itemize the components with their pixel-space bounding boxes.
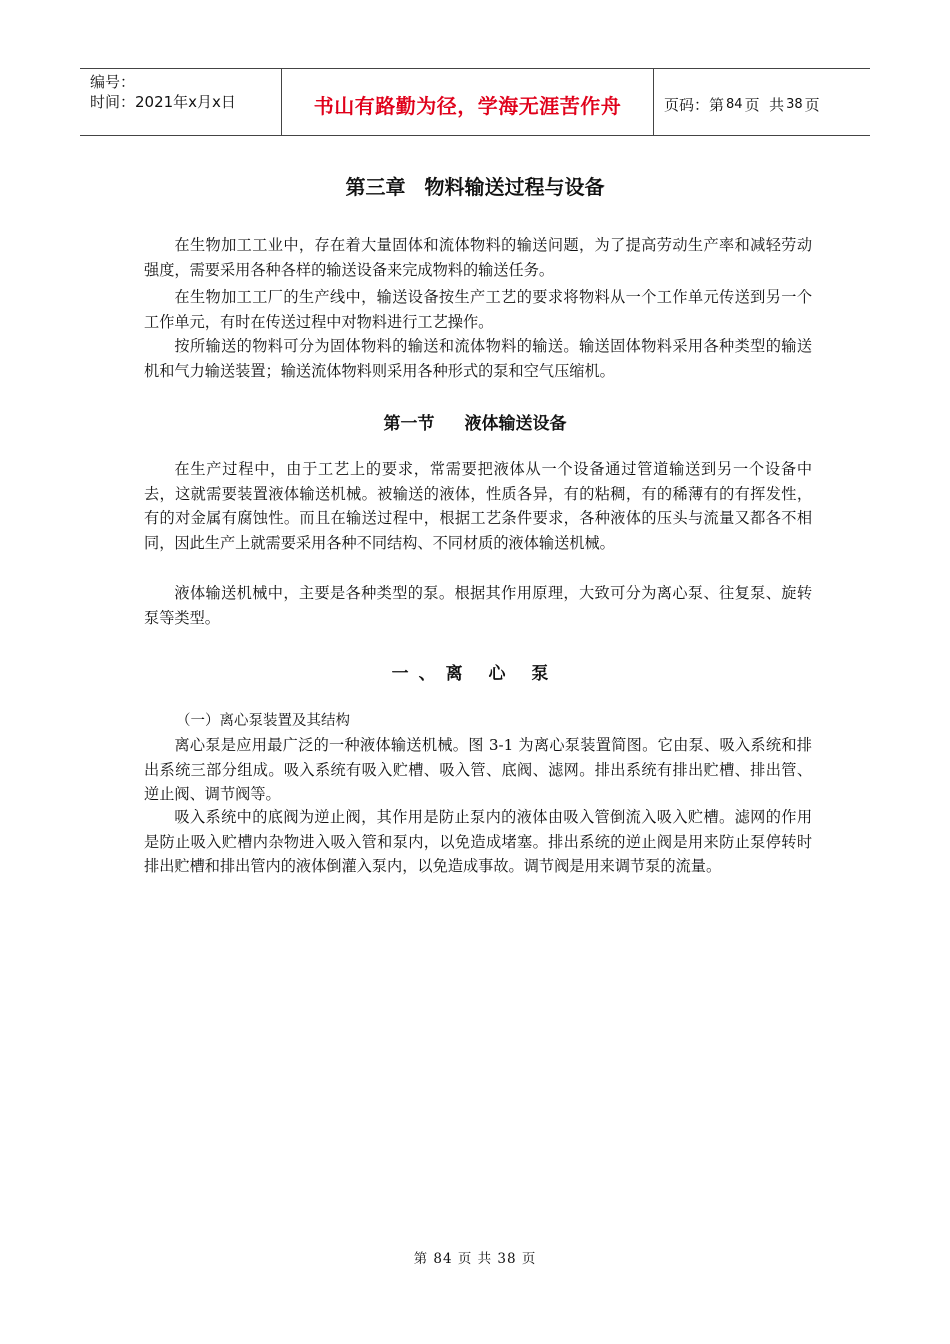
- pump-paragraph-1: 离心泵是应用最广泛的一种液体输送机械。图 3-1 为离心泵装置简图。它由泵、吸入系统和排出系统三部分组成。吸入系统有吸入贮槽、吸入管、底阀、滤网。排出系统有排出贮槽、排出管、逆止阀、调节阀等。: [144, 736, 812, 803]
- page-total: 38: [786, 96, 803, 112]
- page-footer: 第 84 页 共 38 页: [413, 1251, 537, 1267]
- code-label: 编号：: [90, 73, 136, 91]
- section-paragraph-1: 在生产过程中，由于工艺上的要求，常需要把液体从一个设备通过管道输送到另一个设备中去，这就需要装置液体输送机械。被输送的液体，性质各异，有的粘稠，有的稀薄有的有挥发性，有的对金属有腐蚀性。而且在输送过程中，根据工艺条件要求，各种液体的压头与流量又都各不相同，因此生产上就需要采用各种不同结构、不同材质的液体输送机械。: [144, 460, 812, 552]
- page-header: [80, 68, 870, 136]
- chapter-title: 物料输送过程与设备: [424, 175, 605, 199]
- section-paragraph-2: 液体输送机械中，主要是各种类型的泵。根据其作用原理，大致可分为离心泵、往复泵、旋转泵等类型。: [144, 584, 812, 627]
- intro-paragraph-2: 在生物加工工厂的生产线中，输送设备按生产工艺的要求将物料从一个工作单元传送到另一个工作单元，有时在传送过程中对物料进行工艺操作。: [144, 288, 812, 331]
- page-mid: 页 共: [744, 95, 785, 114]
- subsubsection-heading: （一）离心泵装置及其结构: [176, 713, 350, 729]
- header-motto: 书山有路勤为径，学海无涯苦作舟: [282, 69, 654, 135]
- time-label: 时间：2021年x月x日: [90, 93, 236, 111]
- page-suffix: 页: [804, 95, 820, 114]
- page-prefix: 页码：第: [664, 95, 725, 114]
- section-number: 第一节: [383, 414, 435, 434]
- pump-paragraph-2: 吸入系统中的底阀为逆止阀，其作用是防止泵内的液体由吸入管倒流入吸入贮槽。滤网的作用是防止吸入贮槽内杂物进入吸入管和泵内，以免造成堵塞。排出系统的逆止阀是用来防止泵停转时排出贮槽和排出管内的液体倒灌入泵内，以免造成事故。调节阀是用来调节泵的流量。: [144, 808, 812, 875]
- header-page-info: [654, 69, 870, 135]
- page-number: 84: [726, 96, 743, 112]
- section-heading: [0, 409, 950, 434]
- chapter-number: 第三章: [345, 175, 406, 199]
- chapter-heading: [0, 171, 950, 200]
- header-meta: [80, 69, 282, 135]
- intro-paragraph-1: 在生物加工工业中，存在着大量固体和流体物料的输送问题，为了提高劳动生产率和减轻劳动强度，需要采用各种各样的输送设备来完成物料的输送任务。: [144, 236, 812, 279]
- intro-paragraph-3: 按所输送的物料可分为固体物料的输送和流体物料的输送。输送固体物料采用各种类型的输送机和气力输送装置；输送流体物料则采用各种形式的泵和空气压缩机。: [144, 337, 812, 380]
- subsection-heading: 一、离 心 泵: [391, 664, 559, 684]
- section-title: 液体输送设备: [464, 414, 567, 434]
